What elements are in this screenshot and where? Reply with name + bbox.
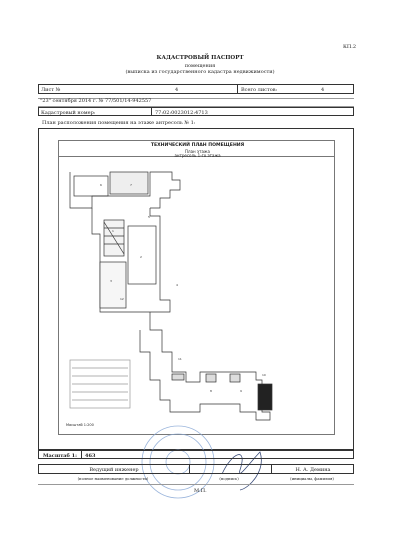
page-subtitle: помещения [184,63,216,69]
room-label: 6 [100,183,102,187]
scale-label: Масштаб 1: [43,452,77,459]
sheets-total-label: Всего листов: [241,87,278,93]
room-label: 11 [178,357,182,361]
room-label: 10 [262,373,266,377]
plan-caption: План расположения помещения на этаже антресоль № 1: [42,120,196,126]
signature-row [38,464,354,474]
plan-block-top-mid [110,172,148,194]
technical-plan-title: ТЕХНИЧЕСКИЙ ПЛАН ПОМЕЩЕНИЯ [150,143,245,148]
scale-value: 463 [85,452,96,459]
date-line: "23" сентября 2014 г. № 77/501/14-942557 [40,98,152,104]
plan-room-lower-left [100,262,126,308]
plan-room-main [128,226,156,284]
engineer-position: Ведущий инженер [89,467,139,473]
room-label: 4 [176,283,178,287]
room-label: 3 [110,279,112,283]
plan-wall-lower [140,312,270,420]
plan-room-right [258,384,272,410]
form-code: КП.2 [343,44,357,50]
room-label: 7 [130,183,132,187]
technical-plan-sub2: антресоль 1-го этажа [174,153,221,158]
stamp-label: М.П. [194,488,207,494]
sheet-number: 4 [175,87,179,93]
plan-block-top-left [74,176,108,196]
initials-caption: (инициалы, фамилия) [290,476,334,481]
signature-caption: (подпись) [219,476,239,481]
page-title: КАДАСТРОВЫЙ ПАСПОРТ [156,55,244,61]
engineer-name: Н. А. Демина [295,467,331,473]
scale-row [38,450,354,459]
drawing-scale-note: Масштаб 1:200 [66,423,94,427]
sheet-label: Лист № [41,87,61,93]
room-label: 1 [112,229,114,233]
position-caption: (полное наименование должности) [77,476,149,481]
page-subtitle-note: (выписка из государственного кадастра недвижимости) [125,69,275,75]
room-label: 2 [140,255,142,259]
room-label: 12 [120,297,124,301]
technical-plan-sub1: План этажа [185,148,210,154]
cadastral-label: Кадастровый номер: [41,109,96,116]
sheets-total: 4 [321,87,325,93]
room-label: 9 [240,389,242,393]
room-label: 8 [210,389,212,393]
cadastral-number: 77:02:0023012:4713 [155,109,208,116]
room-label: 5 [148,215,150,219]
